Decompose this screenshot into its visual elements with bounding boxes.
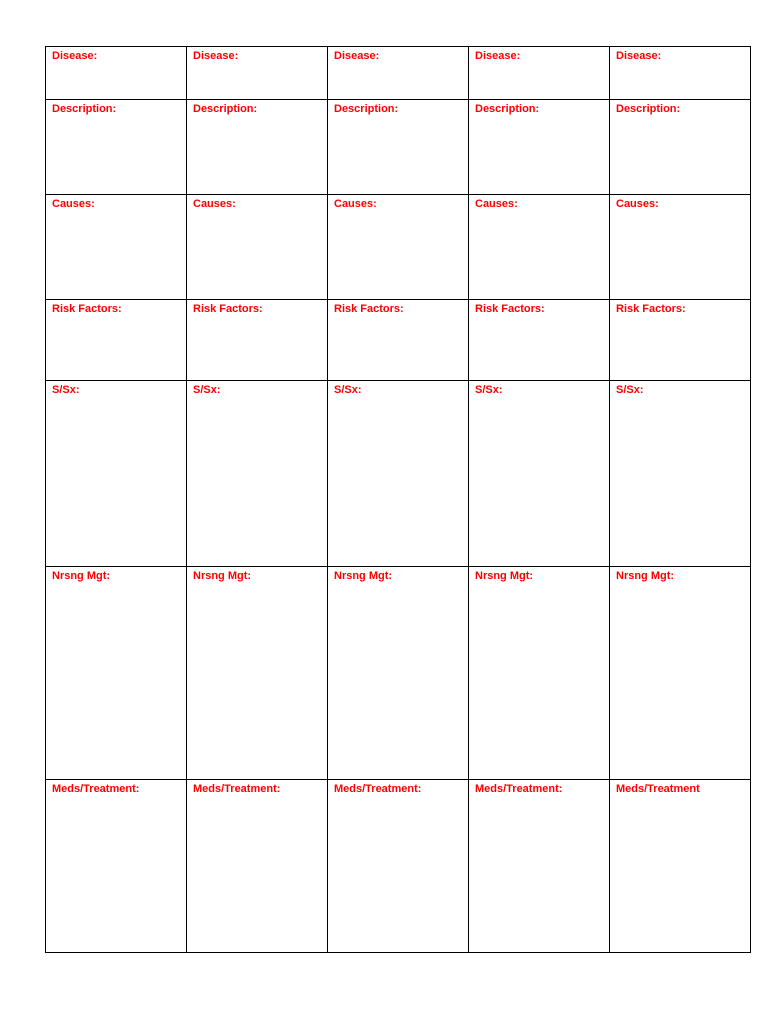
disease-label: Disease: bbox=[475, 50, 521, 62]
nursing-management-cell-3[interactable] bbox=[328, 567, 469, 780]
disease-cell-5[interactable] bbox=[610, 47, 751, 100]
signs-symptoms-cell-1[interactable] bbox=[46, 381, 187, 567]
description-cell-1[interactable] bbox=[46, 100, 187, 195]
causes-label: Causes: bbox=[475, 198, 518, 210]
causes-row bbox=[46, 195, 751, 300]
meds-treatment-cell-4[interactable] bbox=[469, 780, 610, 953]
description-label: Description: bbox=[475, 103, 540, 115]
nursing-management-label: Nrsng Mgt: bbox=[475, 570, 534, 582]
disease-cell-2[interactable] bbox=[187, 47, 328, 100]
nursing-management-cell-1[interactable] bbox=[46, 567, 187, 780]
causes-cell-1[interactable] bbox=[46, 195, 187, 300]
nursing-management-label: Nrsng Mgt: bbox=[193, 570, 252, 582]
causes-label: Causes: bbox=[52, 198, 95, 210]
disease-label: Disease: bbox=[616, 50, 662, 62]
causes-cell-4[interactable] bbox=[469, 195, 610, 300]
risk-factors-cell-3[interactable] bbox=[328, 300, 469, 381]
disease-row bbox=[46, 47, 751, 100]
meds-treatment-label: Meds/Treatment: bbox=[193, 783, 281, 795]
disease-cell-4[interactable] bbox=[469, 47, 610, 100]
meds-treatment-label: Meds/Treatment: bbox=[334, 783, 422, 795]
causes-cell-2[interactable] bbox=[187, 195, 328, 300]
signs-symptoms-label: S/Sx: bbox=[52, 384, 80, 396]
meds-treatment-cell-2[interactable] bbox=[187, 780, 328, 953]
signs-symptoms-cell-3[interactable] bbox=[328, 381, 469, 567]
nursing-management-cell-2[interactable] bbox=[187, 567, 328, 780]
risk-factors-cell-5[interactable] bbox=[610, 300, 751, 381]
nursing-management-cell-4[interactable] bbox=[469, 567, 610, 780]
risk-factors-cell-4[interactable] bbox=[469, 300, 610, 381]
meds-treatment-cell-1[interactable] bbox=[46, 780, 187, 953]
description-cell-4[interactable] bbox=[469, 100, 610, 195]
nursing-management-row bbox=[46, 567, 751, 780]
causes-cell-5[interactable] bbox=[610, 195, 751, 300]
description-row bbox=[46, 100, 751, 195]
description-cell-5[interactable] bbox=[610, 100, 751, 195]
nursing-management-label: Nrsng Mgt: bbox=[334, 570, 393, 582]
causes-label: Causes: bbox=[616, 198, 659, 210]
meds-treatment-label: Meds/Treatment: bbox=[52, 783, 140, 795]
risk-factors-label: Risk Factors: bbox=[334, 303, 404, 315]
signs-symptoms-cell-5[interactable] bbox=[610, 381, 751, 567]
description-label: Description: bbox=[334, 103, 399, 115]
meds-treatment-label: Meds/Treatment bbox=[616, 783, 700, 795]
disease-worksheet-table bbox=[45, 46, 751, 953]
disease-label: Disease: bbox=[334, 50, 380, 62]
disease-cell-3[interactable] bbox=[328, 47, 469, 100]
signs-symptoms-cell-2[interactable] bbox=[187, 381, 328, 567]
description-cell-3[interactable] bbox=[328, 100, 469, 195]
description-label: Description: bbox=[193, 103, 258, 115]
risk-factors-label: Risk Factors: bbox=[616, 303, 686, 315]
risk-factors-row bbox=[46, 300, 751, 381]
signs-symptoms-label: S/Sx: bbox=[616, 384, 644, 396]
causes-cell-3[interactable] bbox=[328, 195, 469, 300]
causes-label: Causes: bbox=[334, 198, 377, 210]
risk-factors-label: Risk Factors: bbox=[193, 303, 263, 315]
disease-label: Disease: bbox=[52, 50, 98, 62]
signs-symptoms-cell-4[interactable] bbox=[469, 381, 610, 567]
risk-factors-label: Risk Factors: bbox=[52, 303, 122, 315]
nursing-management-cell-5[interactable] bbox=[610, 567, 751, 780]
meds-treatment-row bbox=[46, 780, 751, 953]
nursing-management-label: Nrsng Mgt: bbox=[616, 570, 675, 582]
signs-symptoms-label: S/Sx: bbox=[334, 384, 362, 396]
signs-symptoms-label: S/Sx: bbox=[475, 384, 503, 396]
description-label: Description: bbox=[616, 103, 681, 115]
description-cell-2[interactable] bbox=[187, 100, 328, 195]
disease-cell-1[interactable] bbox=[46, 47, 187, 100]
risk-factors-cell-2[interactable] bbox=[187, 300, 328, 381]
description-label: Description: bbox=[52, 103, 117, 115]
signs-symptoms-row bbox=[46, 381, 751, 567]
nursing-management-label: Nrsng Mgt: bbox=[52, 570, 111, 582]
signs-symptoms-label: S/Sx: bbox=[193, 384, 221, 396]
meds-treatment-cell-3[interactable] bbox=[328, 780, 469, 953]
disease-label: Disease: bbox=[193, 50, 239, 62]
meds-treatment-label: Meds/Treatment: bbox=[475, 783, 563, 795]
risk-factors-label: Risk Factors: bbox=[475, 303, 545, 315]
causes-label: Causes: bbox=[193, 198, 236, 210]
meds-treatment-cell-5[interactable] bbox=[610, 780, 751, 953]
risk-factors-cell-1[interactable] bbox=[46, 300, 187, 381]
